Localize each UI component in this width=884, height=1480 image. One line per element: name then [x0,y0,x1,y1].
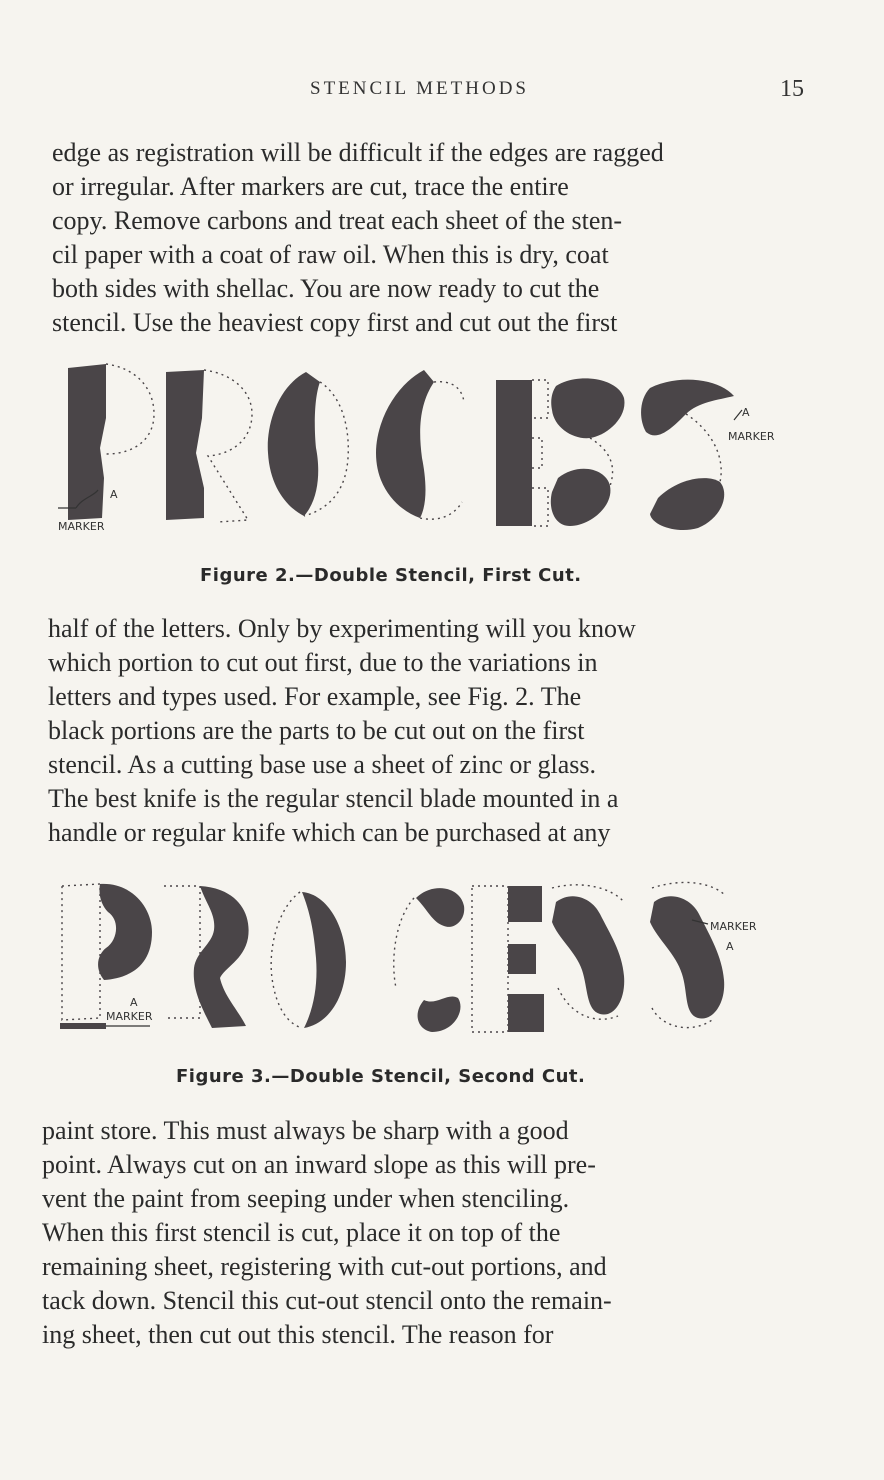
marker-left-label: MARKER [58,520,105,533]
letter-e-outline [532,380,548,526]
marker-right-label: MARKER [710,920,757,933]
text-line: black portions are the parts to be cut out on the first [48,716,585,745]
letter-s1-bottom-cut [551,469,611,526]
text-line: paint store. This must always be sharp with a good [42,1116,569,1145]
text-line: remaining sheet, registering with cut-out portions, and [42,1252,607,1281]
marker-left-label: MARKER [106,1010,153,1023]
text-line: both sides with shellac. You are now ready to cut the [52,274,600,303]
text-line: handle or regular knife which can be purchased at any [48,818,611,847]
letter-c-bottom-cut [418,996,461,1032]
paragraph-1 [52,136,804,340]
text-line: which portion to cut out first, due to the variations in [48,648,598,677]
figure-2-caption: Figure 2.—Double Stencil, First Cut. [200,565,582,586]
figure-3-caption: Figure 3.—Double Stencil, Second Cut. [176,1066,586,1087]
letter-c-outline [420,382,464,520]
letter-e-cut [496,380,532,526]
figure-3-illustration [52,868,792,1048]
text-line: half of the letters. Only by experimenting will you know [48,614,636,643]
letter-s1-cut [552,896,624,1014]
paragraph-3 [42,1114,794,1352]
text-line: edge as registration will be difficult if the edges are ragged [52,138,664,167]
marker-right-tag: A [726,940,734,953]
letter-r-outline [204,370,252,522]
letter-e-outline [472,886,508,1032]
letter-s2-outline [686,414,721,482]
letter-s2-bottom-cut [650,478,724,530]
letter-p-cut [68,364,106,520]
letter-p-outline [106,364,154,454]
process-stencil-second-cut [52,868,792,1048]
letter-s1-top-cut [551,378,624,438]
text-line: or irregular. After markers are cut, trace the entire [52,172,569,201]
text-line: cil paper with a coat of raw oil. When this is dry, coat [52,240,609,269]
marker-right-label: MARKER [728,430,775,443]
text-line: copy. Remove carbons and treat each sheet of the sten- [52,206,623,235]
text-line: vent the paint from seeping under when stenciling. [42,1184,570,1213]
letter-c-outline [394,898,414,988]
text-line: stencil. As a cutting base use a sheet of zinc or glass. [48,750,597,779]
page-number: 15 [780,76,804,102]
letter-r-outline [164,886,200,1018]
letter-e-bottom-arm-cut [508,994,544,1032]
letter-r-cut [166,370,204,520]
letter-c-top-cut [416,888,464,927]
running-head: STENCIL METHODS [310,78,529,99]
letter-e-top-arm-cut [508,886,542,922]
letter-e-middle-arm-cut [508,944,536,974]
marker-right-tag: A [742,406,750,419]
letter-s2-cut [650,896,724,1018]
letter-c-cut [376,370,434,518]
text-line: point. Always cut on an inward slope as this will pre- [42,1150,596,1179]
process-stencil-first-cut [58,358,798,538]
text-line: When this first stencil is cut, place it on top of the [42,1218,561,1247]
letter-o-cut [268,372,320,516]
letter-p-cut [98,884,152,980]
paragraph-2 [48,612,798,850]
letter-p-outline [62,884,100,1020]
text-line: stencil. Use the heaviest copy first and cut out the first [52,308,618,337]
marker-right-arrow [734,410,742,420]
text-line: tack down. Stencil this cut-out stencil onto the remain- [42,1286,612,1315]
text-line: The best knife is the regular stencil blade mounted in a [48,784,619,813]
letter-o-cut [302,892,346,1028]
marker-left-tag: A [110,488,118,501]
figure-2-illustration [58,358,798,538]
text-line: ing sheet, then cut out this stencil. The reason for [42,1320,554,1349]
letter-o-outline [271,892,302,1028]
text-line: letters and types used. For example, see Fig. 2. The [48,682,582,711]
marker-left-tag: A [130,996,138,1009]
letter-r-cut [194,886,249,1028]
letter-s2-top-cut [641,380,734,436]
